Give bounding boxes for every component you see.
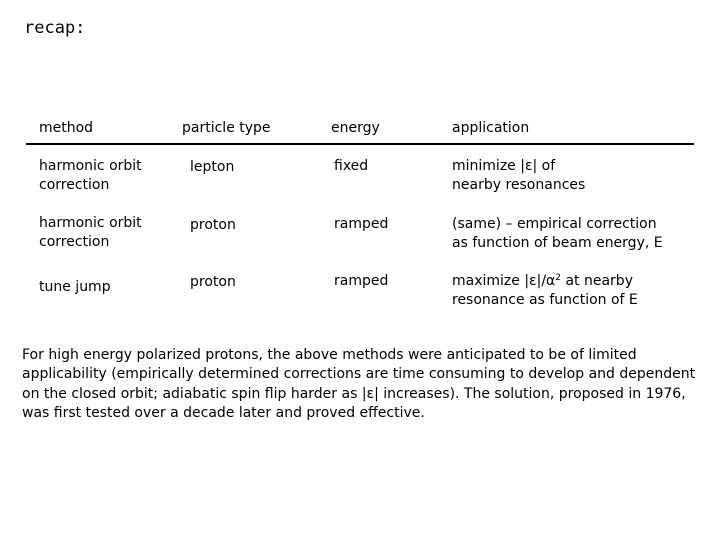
row-3-application-lead: maximize |ε|/α [452, 273, 556, 289]
row-1-application-line-1: minimize |ε| of [452, 158, 556, 174]
table-row-2-energy: ramped [334, 216, 389, 232]
table-row-2-method [39, 214, 142, 252]
row-2-method-line-2: correction [39, 234, 110, 250]
row-2-application-line-2: as function of beam energy, E [452, 235, 663, 251]
row-2-application-line-1: (same) – empirical correction [452, 216, 657, 232]
table-row-3-energy: ramped [334, 273, 389, 289]
header-particle-type: particle type [182, 120, 271, 136]
table-row-1-particle: lepton [190, 159, 235, 175]
row-3-application-line-2: resonance as function of E [452, 292, 638, 308]
table-row-1-energy: fixed [334, 158, 369, 174]
row-1-method-line-1: harmonic orbit [39, 158, 142, 174]
table-row-3-application [452, 272, 638, 310]
row-1-application-line-2: nearby resonances [452, 177, 586, 193]
row-1-method-line-2: correction [39, 177, 110, 193]
row-3-application-tail: at nearby [561, 273, 633, 289]
table-row-2-particle: proton [190, 217, 236, 233]
slide-title: recap: [24, 18, 86, 38]
row-3-application-superscript: 2 [555, 273, 562, 283]
row-2-method-line-1: harmonic orbit [39, 215, 142, 231]
header-method: method [39, 120, 94, 136]
table-row-3-method: tune jump [39, 279, 111, 295]
header-divider [26, 143, 694, 145]
table-row-1-application [452, 157, 585, 195]
summary-paragraph: For high energy polarized protons, the above methods were anticipated to be of limited applicability (empirically determined corrections are time consuming to develop and dependent on the closed orbit; adiabatic spin flip harder as |ε| increases). The solution, proposed in 1976, was first tested over a decade later and proved effective. [22, 347, 696, 421]
table-row-2-application [452, 215, 663, 253]
table-row-3-particle: proton [190, 274, 236, 290]
table-row-1-method [39, 157, 142, 195]
header-energy: energy [331, 120, 380, 136]
header-application: application [452, 120, 530, 136]
